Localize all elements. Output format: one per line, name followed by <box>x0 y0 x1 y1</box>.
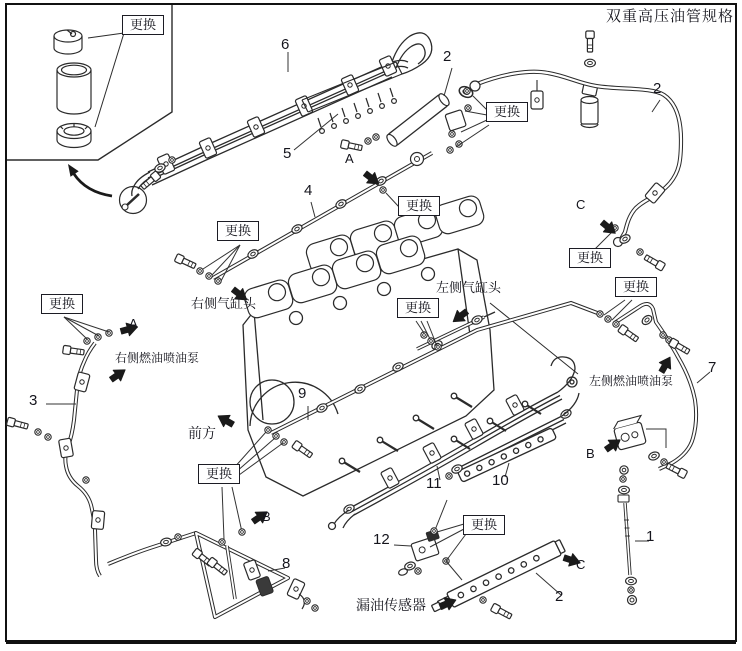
view-marker-b-right: B <box>586 446 595 461</box>
arrow-left-pump <box>656 354 676 375</box>
label-left-fuel-injection-pump: 左侧燃油喷油泵 <box>589 374 674 388</box>
part-number-10: 10 <box>492 472 509 489</box>
replace-callout-top-center: 更换 <box>486 102 528 122</box>
replace-callout-pipe4-left: 更换 <box>217 221 259 241</box>
part-number-4: 4 <box>304 182 313 199</box>
label-left-cylinder-head: 左侧气缸头 <box>436 280 502 295</box>
part-number-2a: 2 <box>443 48 452 65</box>
label-oil-leak-sensor: 漏油传感器 <box>356 597 426 613</box>
view-marker-c-top: C <box>576 197 586 212</box>
pipe-3 <box>6 317 112 576</box>
replace-callout-right-upper: 更换 <box>569 248 611 268</box>
arrow-right-pump <box>107 364 128 384</box>
part-number-1: 1 <box>646 528 655 545</box>
arrow-front <box>215 410 236 430</box>
view-marker-a-top: A <box>345 151 354 166</box>
inset-pointer-arrow <box>68 164 147 214</box>
part-number-11: 11 <box>426 475 442 492</box>
view-marker-a-left: A <box>129 316 138 331</box>
part-number-2b: 2 <box>653 80 662 97</box>
pipe-bundle-6 <box>132 33 432 196</box>
replace-callout-pipe4-right: 更换 <box>398 196 440 216</box>
bolt-stack-top <box>581 31 598 128</box>
pipe-2-right <box>464 72 681 247</box>
rail-5-fittings <box>318 88 396 133</box>
label-right-fuel-injection-pump: 右侧燃油喷油泵 <box>115 351 200 365</box>
part-number-9: 9 <box>298 385 307 402</box>
replace-callout-center: 更换 <box>198 464 240 484</box>
part-number-7: 7 <box>708 359 717 376</box>
label-front: 前方 <box>188 425 216 441</box>
view-marker-c-bottom: C <box>576 557 586 572</box>
banjo-12 <box>394 524 466 580</box>
part-number-12: 12 <box>373 531 390 548</box>
part-number-2c: 2 <box>555 588 564 605</box>
part-number-6: 6 <box>281 36 290 53</box>
replace-callout-filter: 更换 <box>122 15 164 35</box>
label-right-cylinder-head: 右侧气缸头 <box>191 296 257 311</box>
replace-callout-left: 更换 <box>41 294 83 314</box>
replace-callout-right-lower: 更换 <box>615 277 657 297</box>
part-number-5: 5 <box>283 145 292 162</box>
view-marker-b-left: B <box>262 509 271 524</box>
part-number-8: 8 <box>282 555 291 572</box>
replace-callout-banjo: 更换 <box>463 515 505 535</box>
part-number-3: 3 <box>29 392 38 409</box>
page-title: 双重高压油管规格 <box>606 8 735 25</box>
tube-1 <box>612 415 688 604</box>
replace-callout-left-head: 更换 <box>397 298 439 318</box>
